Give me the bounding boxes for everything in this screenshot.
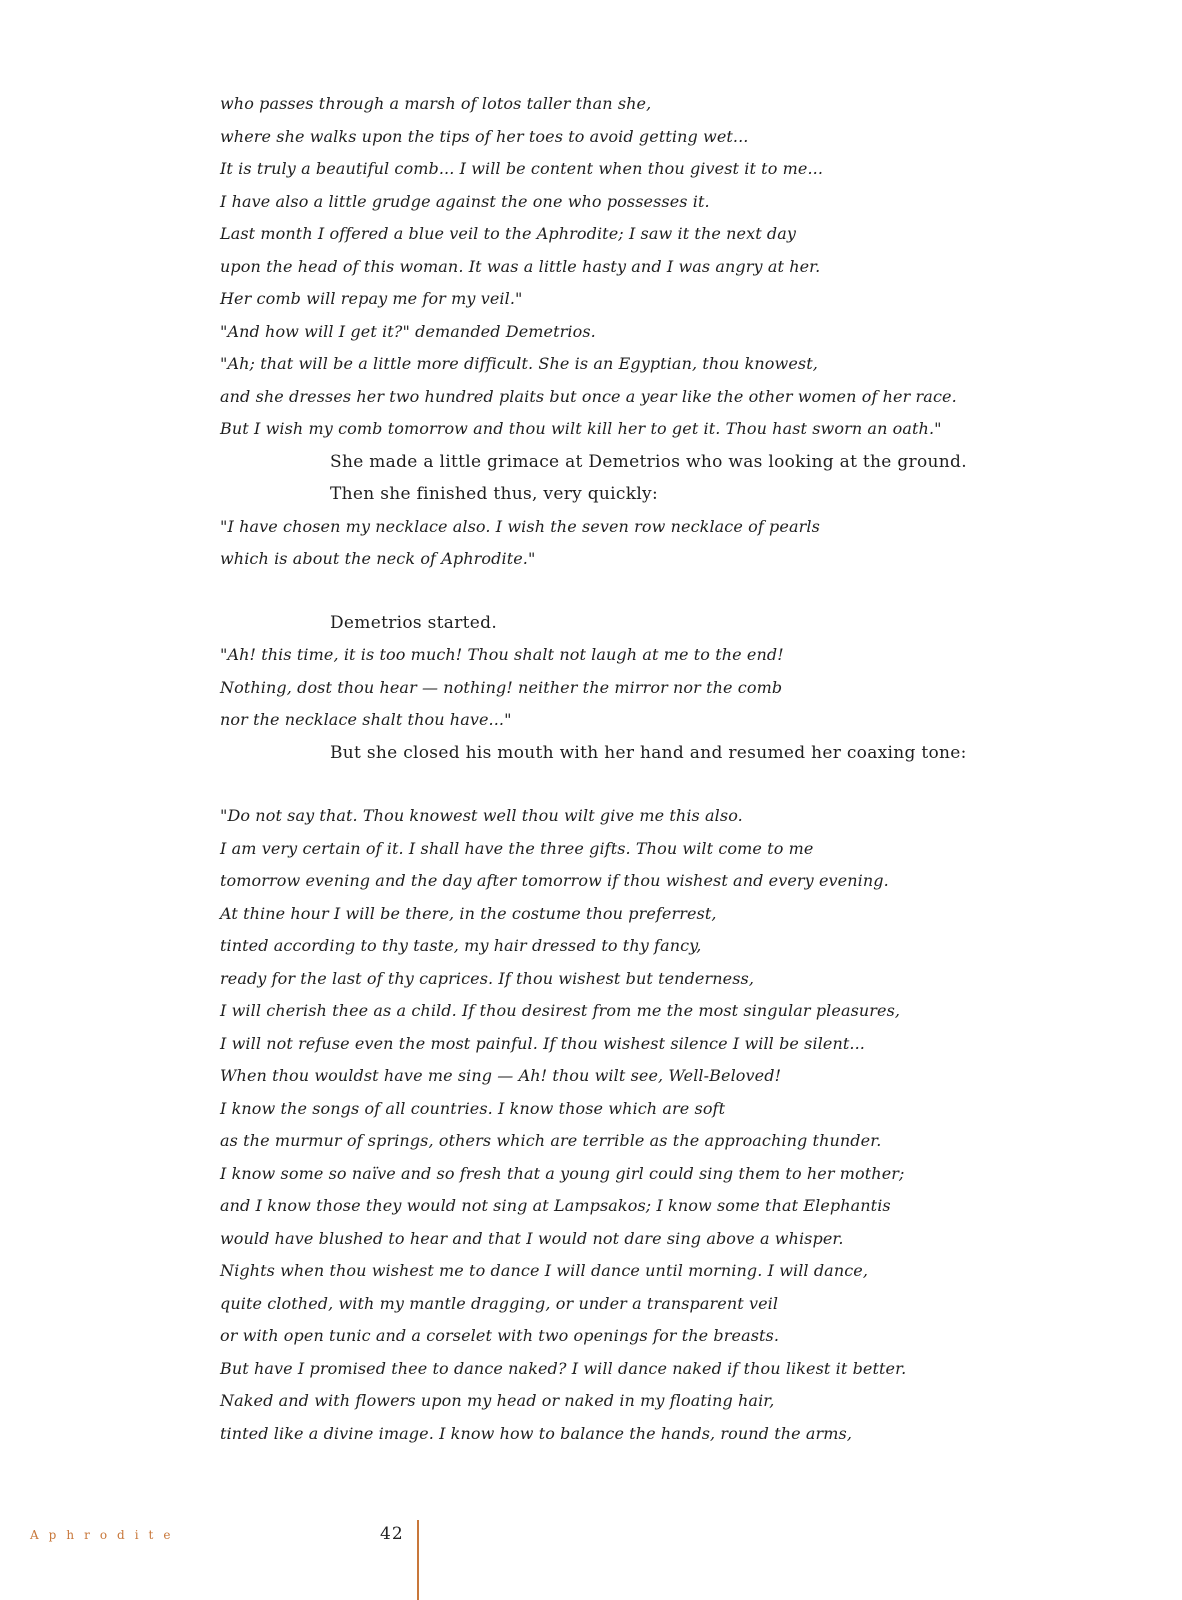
paragraph-gap (220, 576, 1120, 607)
footer-rule (417, 1520, 419, 1600)
text-line: "Do not say that. Thou knowest well thou wilt give me this also. (220, 806, 743, 825)
text-line: Naked and with flowers upon my head or naked in my floating hair, (220, 1391, 775, 1410)
text-line: I will cherish thee as a child. If thou desirest from me the most singular pleasures, (220, 1001, 901, 1020)
text-line: When thou wouldst have me sing — Ah! thou wilt see, Well-Beloved! (220, 1066, 782, 1085)
text-line: Nothing, dost thou hear — nothing! neither the mirror nor the comb (220, 677, 783, 697)
body-text (220, 88, 1120, 1450)
text-line: and I know those they would not sing at Lampsakos; I know some that Elephantis (220, 1196, 891, 1215)
text-line: Last month I offered a blue veil to the Aphrodite; I saw it the next day (220, 224, 797, 243)
narration-line: She made a little grimace at Demetrios who was looking at the ground. (330, 451, 967, 472)
text-line: Nights when thou wishest me to dance I will dance until morning. I will dance, (220, 1261, 869, 1280)
text-line: But I wish my comb tomorrow and thou wilt kill her to get it. Thou hast sworn an oath." (220, 419, 942, 438)
narration-line: Then she finished thus, very quickly: (330, 484, 658, 504)
text-line: which is about the neck of Aphrodite." (220, 549, 536, 568)
text-line: At thine hour I will be there, in the costume thou preferrest, (220, 903, 717, 923)
text-line: and she dresses her two hundred plaits but once a year like the other women of her race. (220, 386, 957, 406)
text-line: where she walks upon the tips of her toes to avoid getting wet... (220, 126, 749, 146)
text-line: "I have chosen my necklace also. I wish the seven row necklace of pearls (220, 516, 820, 536)
text-line: upon the head of this woman. It was a little hasty and I was angry at her. (220, 256, 821, 276)
narration-line: But she closed his mouth with her hand and resumed her coaxing tone: (330, 742, 967, 763)
text-line: I know some so naïve and so fresh that a young girl could sing them to her mother; (220, 1163, 905, 1183)
page-number: 42 (380, 1524, 404, 1544)
text-line: nor the necklace shalt thou have..." (220, 710, 512, 729)
text-line: It is truly a beautiful comb... I will be content when thou givest it to me... (220, 159, 824, 178)
text-line: who passes through a marsh of lotos taller than she, (220, 94, 652, 113)
text-line: I have also a little grudge against the one who possesses it. (220, 191, 710, 211)
text-line: I know the songs of all countries. I know those which are soft (220, 1098, 726, 1118)
running-title: Aphrodite (30, 1528, 181, 1542)
text-line: as the murmur of springs, others which are terrible as the approaching thunder. (220, 1131, 882, 1150)
text-line: tomorrow evening and the day after tomorrow if thou wishest and every evening. (220, 871, 889, 890)
narration-line: Demetrios started. (330, 612, 498, 633)
text-line: "Ah; that will be a little more difficult. She is an Egyptian, thou knowest, (220, 354, 818, 373)
text-line: or with open tunic and a corselet with two openings for the breasts. (220, 1326, 780, 1345)
text-line: I will not refuse even the most painful. If thou wishest silence I will be silent... (220, 1033, 865, 1053)
text-line: would have blushed to hear and that I would not dare sing above a whisper. (220, 1228, 844, 1248)
text-line: ready for the last of thy caprices. If thou wishest but tenderness, (220, 968, 755, 988)
text-line: tinted like a divine image. I know how to balance the hands, round the arms, (220, 1423, 853, 1443)
text-line: I am very certain of it. I shall have the three gifts. Thou wilt come to me (220, 838, 814, 858)
text-line: "And how will I get it?" demanded Demetrios. (220, 321, 596, 341)
text-line: Her comb will repay me for my veil." (220, 289, 523, 308)
paragraph-gap (220, 769, 1120, 800)
text-line: "Ah! this time, it is too much! Thou shalt not laugh at me to the end! (220, 645, 784, 664)
text-line: But have I promised thee to dance naked? I will dance naked if thou likest it better. (220, 1358, 907, 1378)
text-line: quite clothed, with my mantle dragging, or under a transparent veil (220, 1293, 779, 1313)
text-line: tinted according to thy taste, my hair dressed to thy fancy, (220, 936, 702, 955)
